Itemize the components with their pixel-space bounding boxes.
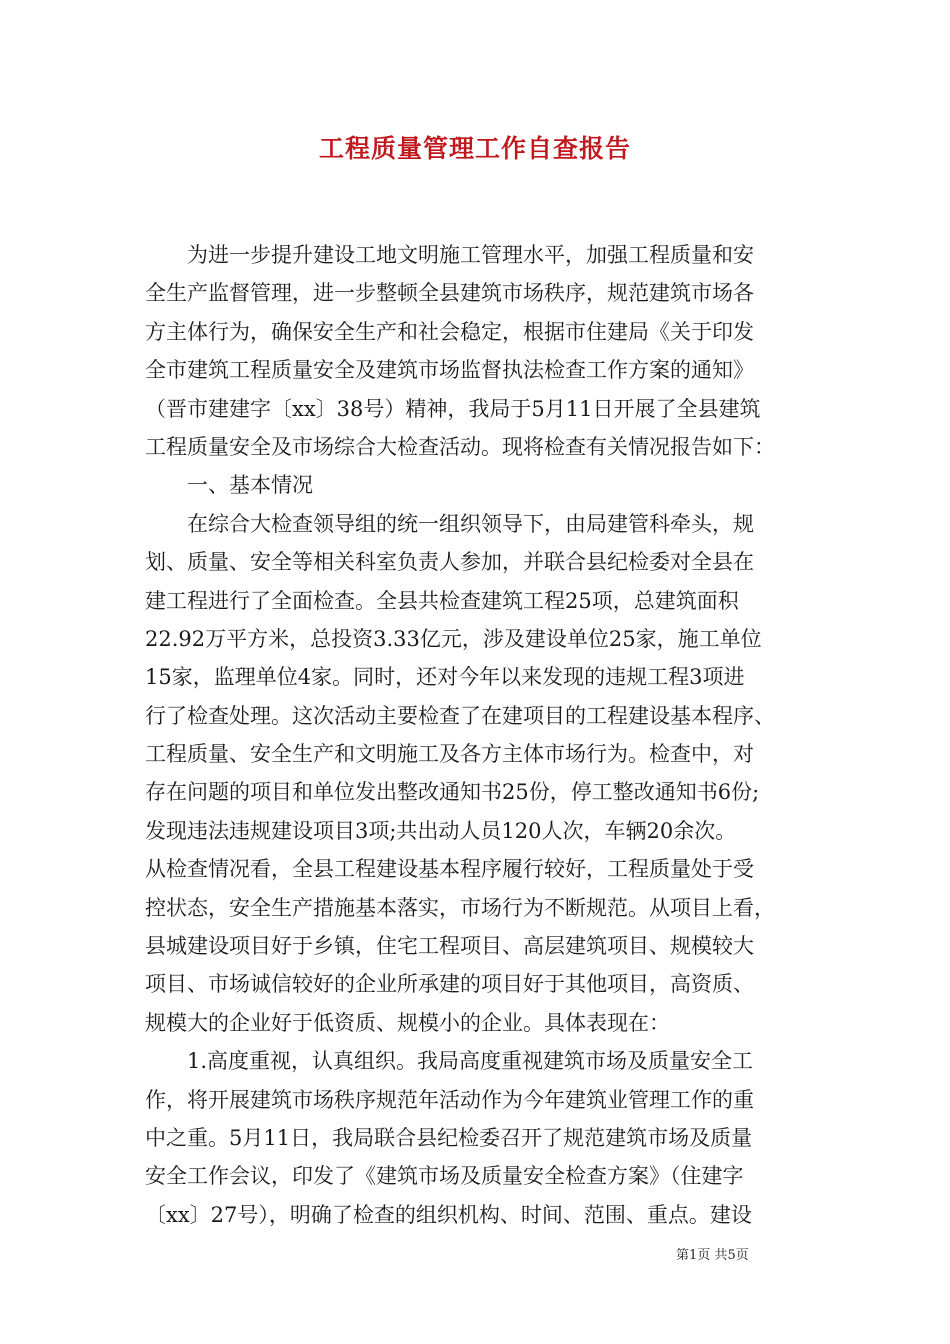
body-line: 项目、市场诚信较好的企业所承建的项目好于其他项目，高资质、 <box>145 972 754 997</box>
section-heading: 一、基本情况 <box>145 473 313 498</box>
page-label-middle: 页 共 <box>697 1248 728 1263</box>
total-pages-number: 5 <box>727 1248 736 1263</box>
body-line: 工程质量、安全生产和文明施工及各方主体市场行为。检查中，对 <box>145 742 754 767</box>
body-line: 全市建筑工程质量安全及建筑市场监督执法检查工作方案的通知》 <box>145 358 754 383</box>
body-line: 行了检查处理。这次活动主要检查了在建项目的工程建设基本程序、 <box>145 703 775 728</box>
body-line: 方主体行为，确保安全生产和社会稳定，根据市住建局《关于印发 <box>145 319 754 344</box>
body-line: 县城建设项目好于乡镇，住宅工程项目、高层建筑项目、规模较大 <box>145 934 754 959</box>
page-number-footer <box>676 1247 816 1265</box>
body-line: 1.高度重视，认真组织。我局高度重视建筑市场及质量安全工 <box>145 1049 754 1074</box>
body-line: 〔xx〕27号），明确了检查的组织机构、时间、范围、重点。建设 <box>145 1202 752 1227</box>
body-line: 划、质量、安全等相关科室负责人参加，并联合县纪检委对全县在 <box>145 550 754 575</box>
body-line: 22.92万平方米，总投资3.33亿元，涉及建设单位25家，施工单位 <box>145 626 762 651</box>
body-line: 中之重。5月11日，我局联合县纪检委召开了规范建筑市场及质量 <box>145 1125 753 1150</box>
body-line: 发现违法违规建设项目3项;共出动人员120人次，车辆20余次。 <box>145 818 737 843</box>
body-line: 规模大的企业好于低资质、规模小的企业。具体表现在： <box>145 1010 670 1035</box>
document-title: 工程质量管理工作自查报告 <box>318 134 631 163</box>
body-line: 全生产监督管理，进一步整顿全县建筑市场秩序，规范建筑市场各 <box>145 281 754 306</box>
body-line: 存在问题的项目和单位发出整改通知书25份，停工整改通知书6份; <box>145 780 760 805</box>
body-line: 15家，监理单位4家。同时，还对今年以来发现的违规工程3项进 <box>145 665 745 690</box>
body-line: 建工程进行了全面检查。全县共检查建筑工程25项，总建筑面积 <box>145 588 739 613</box>
page-label-prefix: 第 <box>676 1248 690 1263</box>
body-line: 控状态，安全生产措施基本落实，市场行为不断规范。从项目上看， <box>145 895 775 920</box>
body-line: 工程质量安全及市场综合大检查活动。现将检查有关情况报告如下： <box>145 434 775 459</box>
body-line: 在综合大检查领导组的统一组织领导下，由局建管科牵头，规 <box>145 511 754 536</box>
document-body <box>145 236 805 1234</box>
body-line: （晋市建建字〔xx〕38号）精神，我局于5月11日开展了全县建筑 <box>145 396 761 421</box>
page-label-suffix: 页 <box>735 1248 749 1263</box>
body-line: 从检查情况看，全县工程建设基本程序履行较好，工程质量处于受 <box>145 857 754 882</box>
body-line: 安全工作会议，印发了《建筑市场及质量安全检查方案》（住建字 <box>145 1164 744 1189</box>
current-page-number: 1 <box>689 1248 698 1263</box>
body-line: 为进一步提升建设工地文明施工管理水平，加强工程质量和安 <box>145 243 754 267</box>
body-line: 作，将开展建筑市场秩序规范年活动作为今年建筑业管理工作的重 <box>145 1087 754 1112</box>
